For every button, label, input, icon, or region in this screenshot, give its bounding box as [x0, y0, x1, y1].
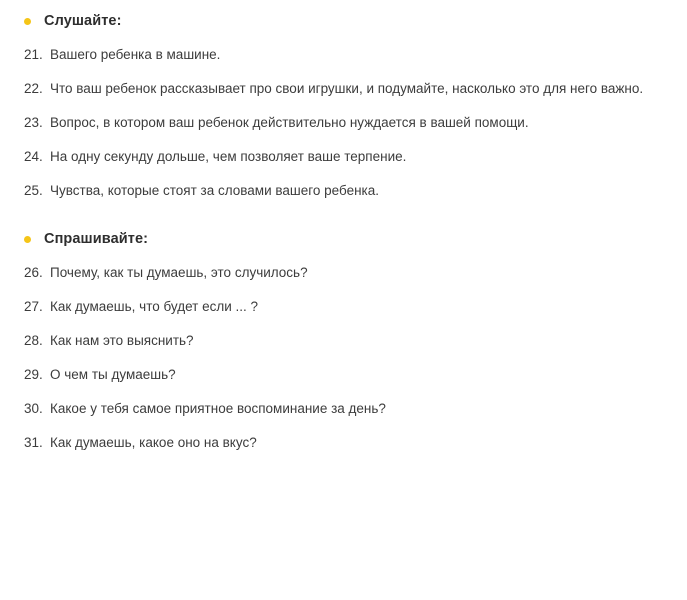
list-item-number: 26.	[24, 265, 43, 281]
list-item	[18, 113, 669, 134]
list-item-text: На одну секунду дольше, чем позволяет ваше терпение.	[50, 148, 407, 164]
list-item-number: 23.	[24, 114, 43, 130]
list-item-text: Чувства, которые стоят за словами вашего ребенка.	[50, 182, 380, 198]
list-item-number: 24.	[24, 148, 43, 164]
list-item-text: Какое у тебя самое приятное воспоминание за день?	[50, 400, 386, 416]
section-heading-listen	[18, 12, 669, 31]
list-item-text: Вопрос, в котором ваш ребенок действительно нуждается в вашей помощи.	[50, 114, 529, 130]
list-item-number: 22.	[24, 80, 43, 96]
list-item	[18, 399, 669, 420]
list-item	[18, 365, 669, 386]
list-item-number: 28.	[24, 333, 43, 349]
list-item	[18, 297, 669, 318]
list-item-text: Как думаешь, какое оно на вкус?	[50, 434, 257, 450]
section-heading-ask	[18, 230, 669, 249]
section-title-text: Слушайте:	[44, 13, 122, 29]
list-item-number: 30.	[24, 400, 43, 416]
list-item-number: 21.	[24, 46, 43, 62]
list-item-number: 31.	[24, 434, 43, 450]
bullet-dot-icon	[24, 236, 31, 243]
list-item-text: Как нам это выяснить?	[50, 333, 194, 349]
bullet-dot-icon	[24, 18, 31, 25]
list-item-number: 29.	[24, 367, 43, 383]
list-item	[18, 45, 669, 66]
section-ask	[18, 230, 669, 453]
list-item-text: Вашего ребенка в машине.	[50, 46, 221, 62]
list-item-text: Как думаешь, что будет если ... ?	[50, 299, 259, 315]
list-item-text: Почему, как ты думаешь, это случилось?	[50, 265, 308, 281]
section-divider-space	[18, 214, 669, 230]
list-item	[18, 331, 669, 352]
list-item-text: Что ваш ребенок рассказывает про свои игрушки, и подумайте, насколько это для него важно.	[50, 80, 644, 96]
list-item-number: 27.	[24, 299, 43, 315]
list-item	[18, 181, 669, 202]
section-listen	[18, 12, 669, 201]
list-item	[18, 79, 669, 100]
list-item	[18, 263, 669, 284]
list-item	[18, 147, 669, 168]
list-item-text: О чем ты думаешь?	[50, 367, 176, 383]
section-title-text: Спрашивайте:	[44, 231, 149, 248]
list-item-number: 25.	[24, 182, 43, 198]
list-item	[18, 433, 669, 454]
